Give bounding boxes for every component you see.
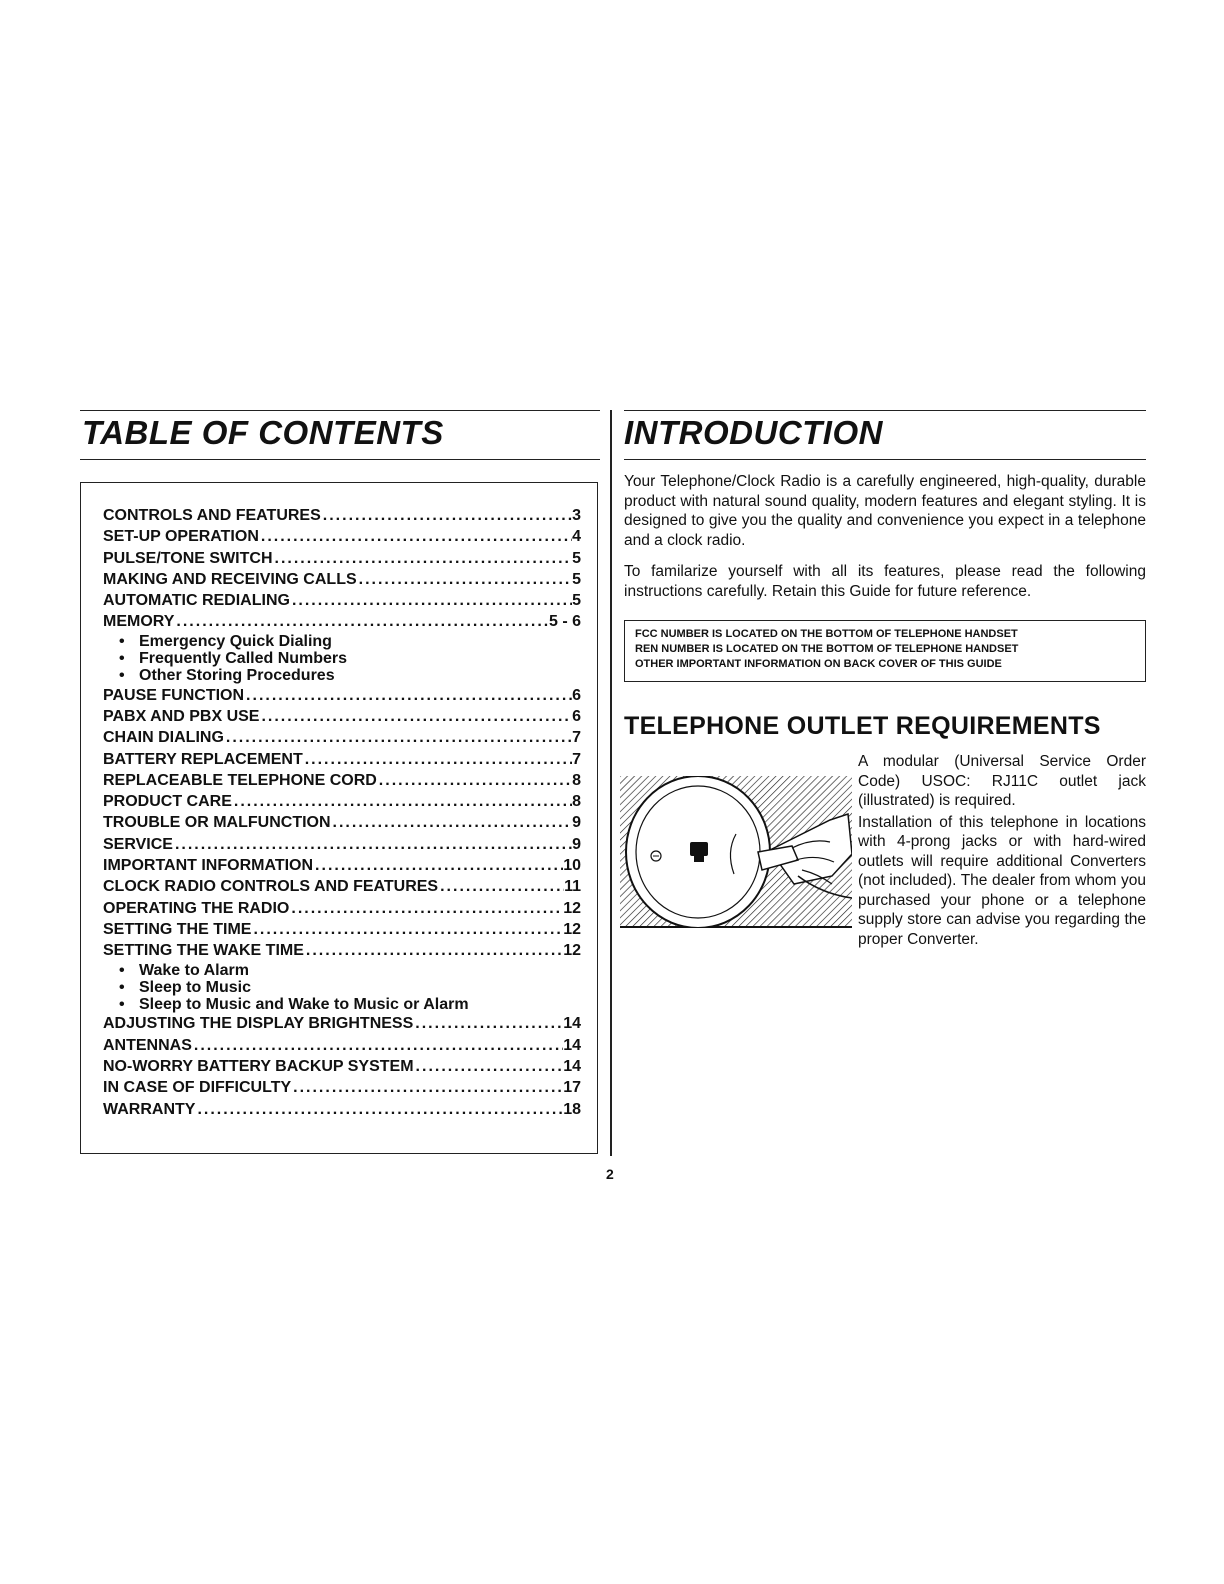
toc-entry-page: 7	[572, 750, 581, 768]
toc-dot-leader	[304, 940, 563, 961]
intro-bottom-rule	[624, 459, 1146, 460]
toc-entry-page: 11	[564, 878, 581, 896]
toc-entry-title: ANTENNAS	[103, 1036, 192, 1054]
toc-subitem: • Sleep to Music	[103, 979, 581, 996]
toc-entry	[103, 749, 581, 770]
toc-entry-page: 12	[563, 942, 581, 960]
toc-subitem: • Frequently Called Numbers	[103, 650, 581, 667]
toc-subitem: • Emergency Quick Dialing	[103, 633, 581, 650]
outlet-paragraph-1: A modular (Universal Service Order Code) USOC: RJ11C outlet jack (illustrated) is required.	[858, 753, 1146, 809]
toc-entry-title: WARRANTY	[103, 1100, 196, 1118]
toc-entry	[103, 611, 581, 632]
toc-entry	[103, 919, 581, 940]
toc-dot-leader	[313, 855, 563, 876]
toc-entry-title: IMPORTANT INFORMATION	[103, 857, 314, 875]
toc-entry	[103, 1013, 581, 1034]
toc-entry-page: 5	[572, 592, 581, 610]
toc-entry-page: 14	[563, 1058, 581, 1076]
toc-entry	[103, 876, 581, 897]
toc-entry	[103, 1035, 581, 1056]
toc-dot-leader	[438, 876, 564, 897]
toc-entry	[103, 548, 581, 569]
outlet-section-title: TELEPHONE OUTLET REQUIREMENTS	[624, 712, 1101, 740]
toc-dot-leader	[224, 727, 572, 748]
toc-entry	[103, 812, 581, 833]
toc-dot-leader	[232, 791, 572, 812]
toc-entry	[103, 898, 581, 919]
toc-entry-page: 6	[572, 707, 581, 725]
toc-entry-title: BATTERY REPLACEMENT	[103, 750, 303, 768]
column-divider	[610, 410, 612, 1156]
toc-entry-title: MAKING AND RECEIVING CALLS	[103, 570, 357, 588]
toc-entry	[103, 727, 581, 748]
toc-entry	[103, 1099, 581, 1120]
toc-entry-title: TROUBLE OR MALFUNCTION	[103, 814, 331, 832]
outlet-text	[858, 752, 1146, 949]
wall-jack-illustration	[620, 776, 852, 928]
toc-dot-leader	[251, 919, 563, 940]
outlet-paragraph-2: Installation of this telephone in locations with 4-prong jacks or with hard-wired outlets will require additional Converters (not included). The dealer from whom you purchased your phone or a telephone supply store can advise you regarding the proper Converter.	[858, 813, 1146, 948]
toc-dot-leader	[413, 1013, 563, 1034]
toc-entry-page: 12	[563, 899, 581, 917]
toc-dot-leader	[291, 1077, 563, 1098]
toc-dot-leader	[303, 749, 572, 770]
toc-dot-leader	[414, 1056, 564, 1077]
toc-entry	[103, 505, 581, 526]
toc-entry-page: 6	[572, 686, 581, 704]
toc-entry-page: 9	[572, 835, 581, 853]
toc-dot-leader	[357, 569, 572, 590]
toc-entry	[103, 855, 581, 876]
toc-entry-page: 8	[572, 793, 581, 811]
toc-dot-leader	[174, 611, 549, 632]
toc-dot-leader	[290, 590, 572, 611]
intro-heading: INTRODUCTION	[624, 414, 883, 451]
toc-entry	[103, 1056, 581, 1077]
fcc-line: FCC NUMBER IS LOCATED ON THE BOTTOM OF TELEPHONE HANDSET	[635, 628, 1018, 640]
page-number: 2	[606, 1166, 614, 1182]
toc-subitem: • Other Storing Procedures	[103, 667, 581, 684]
toc-entry-page: 14	[563, 1015, 581, 1033]
toc-entry-title: PRODUCT CARE	[103, 793, 232, 811]
toc-list	[103, 505, 581, 1120]
toc-entry-title: SET-UP OPERATION	[103, 528, 259, 546]
toc-entry	[103, 706, 581, 727]
toc-entry-title: CONTROLS AND FEATURES	[103, 507, 321, 524]
toc-entry	[103, 791, 581, 812]
toc-dot-leader	[195, 1099, 563, 1120]
toc-entry-title: SETTING THE TIME	[103, 920, 252, 938]
toc-entry	[103, 526, 581, 547]
toc-entry	[103, 685, 581, 706]
toc-entry-title: PAUSE FUNCTION	[103, 686, 245, 704]
toc-dot-leader	[321, 505, 572, 526]
toc-entry-title: SETTING THE WAKE TIME	[103, 942, 304, 960]
toc-entry-page: 12	[563, 920, 581, 938]
toc-entry-page: 5 - 6	[548, 613, 581, 631]
toc-entry-title: REPLACEABLE TELEPHONE CORD	[103, 771, 377, 789]
toc-dot-leader	[273, 548, 573, 569]
toc-entry-title: PULSE/TONE SWITCH	[103, 549, 273, 567]
toc-box	[80, 482, 598, 1154]
toc-entry	[103, 590, 581, 611]
toc-entry-page: 10	[563, 857, 581, 875]
toc-dot-leader	[377, 770, 572, 791]
toc-entry-title: CHAIN DIALING	[103, 729, 224, 747]
toc-entry-title: SERVICE	[103, 835, 173, 853]
other-info-line: OTHER IMPORTANT INFORMATION ON BACK COVER OF THIS GUIDE	[635, 658, 1002, 670]
toc-dot-leader	[259, 706, 572, 727]
toc-entry-title: ADJUSTING THE DISPLAY BRIGHTNESS	[103, 1015, 414, 1033]
toc-entry	[103, 569, 581, 590]
ren-line: REN NUMBER IS LOCATED ON THE BOTTOM OF TELEPHONE HANDSET	[635, 643, 1019, 655]
intro-top-rule	[624, 410, 1146, 411]
toc-entry-title: OPERATING THE RADIO	[103, 899, 290, 917]
toc-dot-leader	[289, 898, 563, 919]
toc-entry-page: 5	[572, 549, 581, 567]
intro-paragraph-2: To familarize yourself with all its features, please read the following instructions carefully. Retain this Guide for future reference.	[624, 563, 1146, 600]
toc-entry-page: 18	[563, 1100, 581, 1118]
toc-entry-page: 3	[572, 507, 581, 524]
toc-entry-title: NO-WORRY BATTERY BACKUP SYSTEM	[103, 1058, 414, 1076]
toc-entry	[103, 770, 581, 791]
toc-top-rule	[80, 410, 600, 411]
toc-dot-leader	[192, 1035, 563, 1056]
toc-entry	[103, 834, 581, 855]
toc-dot-leader	[244, 685, 572, 706]
toc-subitem: • Wake to Alarm	[103, 962, 581, 979]
toc-entry-title: PABX AND PBX USE	[103, 707, 260, 725]
toc-entry-title: AUTOMATIC REDIALING	[103, 592, 290, 610]
toc-dot-leader	[259, 526, 572, 547]
toc-entry-title: CLOCK RADIO CONTROLS AND FEATURES	[103, 878, 439, 896]
intro-paragraph-1: Your Telephone/Clock Radio is a carefully engineered, high-quality, durable product with natural sound quality, modern features and elegant styling. It is designed to give you the quality and convenience you expect in a telephone and a clock radio.	[624, 473, 1146, 549]
toc-entry-page: 9	[572, 814, 581, 832]
toc-entry	[103, 940, 581, 961]
toc-entry-page: 7	[572, 729, 581, 747]
toc-entry-page: 8	[572, 771, 581, 789]
toc-bottom-rule	[80, 459, 600, 460]
toc-dot-leader	[331, 812, 573, 833]
toc-heading: TABLE OF CONTENTS	[82, 414, 444, 451]
toc-entry	[103, 1077, 581, 1098]
toc-entry-page: 4	[572, 528, 581, 546]
fcc-notice-box	[624, 620, 1146, 682]
toc-entry-page: 14	[563, 1036, 581, 1054]
toc-subitem: • Sleep to Music and Wake to Music or Alarm	[103, 996, 581, 1013]
toc-entry-title: MEMORY	[103, 613, 175, 631]
toc-dot-leader	[173, 834, 572, 855]
toc-entry-page: 17	[563, 1079, 581, 1097]
toc-entry-title: IN CASE OF DIFFICULTY	[103, 1079, 292, 1097]
toc-entry-page: 5	[572, 570, 581, 588]
